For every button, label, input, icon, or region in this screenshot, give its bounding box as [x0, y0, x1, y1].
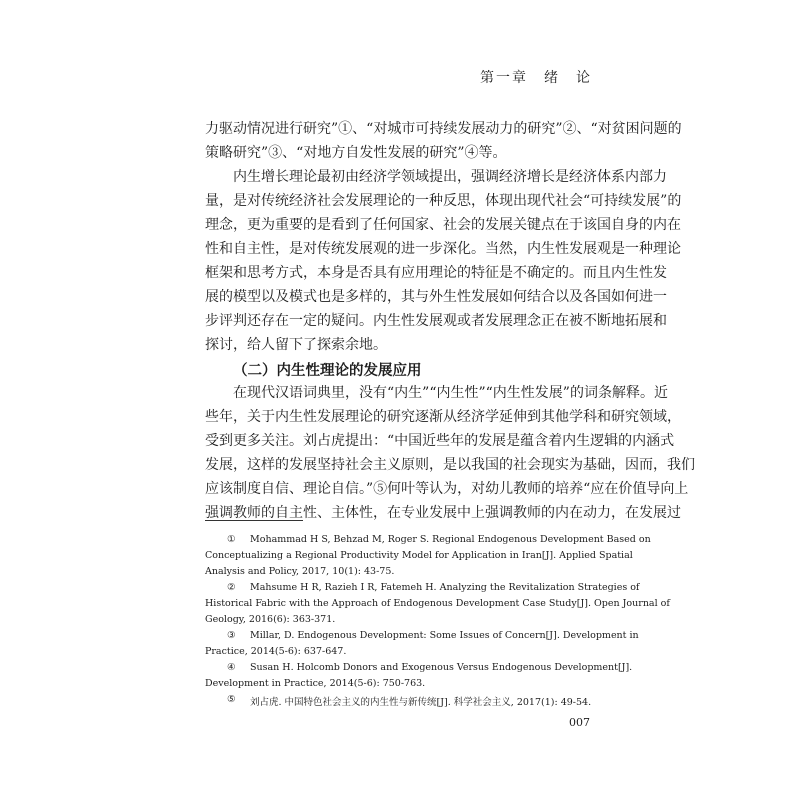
body-line: 展的模型以及模式也是多样的，其与外生性发展如何结合以及各国如何进一: [205, 289, 667, 305]
section-heading: （二）内生性理论的发展应用: [233, 363, 422, 379]
footnote-line: Geology, 2016(6): 363-371.: [205, 614, 336, 625]
body-line: 理念，更为重要的是看到了任何国家、社会的发展关键点在于该国自身的内在: [205, 217, 681, 233]
footnote-marker: ④: [227, 662, 236, 673]
body-line: 策略研究”③、“对地方自发性发展的研究”④等。: [205, 145, 507, 161]
body-line: 性和自主性，是对传统发展观的进一步深化。当然，内生性发展观是一种理论: [205, 241, 681, 257]
body-line: 应该制度自信、理论自信。”⑤何叶等认为，对幼儿教师的培养“应在价值导向上: [205, 481, 689, 497]
body-line: 量，是对传统经济社会发展理论的一种反思，体现出现代社会“可持续发展”的: [205, 193, 682, 209]
body-line: 探讨，给人留下了探索余地。: [205, 337, 387, 353]
footnote-line: Historical Fabric with the Approach of Endogenous Development Case Study[J]. Open Journal of: [205, 598, 670, 609]
footnote-line: Practice, 2014(5-6): 637-647.: [205, 646, 347, 657]
body-line: 发展，这样的发展坚持社会主义原则，是以我国的社会现实为基础，因而，我们: [205, 457, 695, 473]
footnote-marker: ③: [227, 630, 236, 641]
footnote-line: 刘占虎. 中国特色社会主义的内生性与新传统[J]. 科学社会主义, 2017(1): 49-54.: [250, 697, 592, 708]
footnote-marker: ①: [227, 534, 236, 545]
footnote-line: Analysis and Policy, 2017, 10(1): 43-75.: [205, 566, 395, 577]
footnote-line: Conceptualizing a Regional Productivity Model for Application in Iran[J]. Applied Spatial: [205, 550, 633, 561]
footnote-line: Susan H. Holcomb Donors and Exogenous Versus Endogenous Development[J].: [250, 662, 633, 673]
body-line: 步评判还存在一定的疑问。内生性发展观或者发展理念正在被不断地拓展和: [205, 313, 667, 329]
body-line: 力驱动情况进行研究”①、“对城市可持续发展动力的研究”②、“对贫困问题的: [205, 121, 682, 137]
body-line: 些年，关于内生性发展理论的研究逐渐从经济学延伸到其他学科和研究领域，: [205, 409, 681, 425]
body-line: 内生增长理论最初由经济学领域提出，强调经济增长是经济体系内部力: [233, 169, 667, 185]
footnote-marker: ②: [227, 582, 236, 593]
footnote-line: Millar, D. Endogenous Development: Some Issues of Concern[J]. Development in: [250, 630, 639, 641]
footnote-marker: ⑤: [227, 694, 236, 705]
body-line: 强调教师的自主性、主体性，在专业发展中上强调教师的内在动力，在发展过: [205, 505, 681, 521]
body-line: 框架和思考方式，本身是否具有应用理论的特征是不确定的。而且内生性发: [205, 265, 667, 281]
footnote-divider: [205, 520, 303, 521]
running-header: 第一章 绪 论: [480, 70, 592, 86]
page-number: 007: [569, 716, 590, 729]
body-line: 受到更多关注。刘占虎提出：“中国近些年的发展是蕴含着内生逻辑的内涵式: [205, 433, 675, 449]
footnote-line: Development in Practice, 2014(5-6): 750-763.: [205, 678, 426, 689]
footnote-line: Mahsume H R, Razieh I R, Fatemeh H. Analyzing the Revitalization Strategies of: [250, 582, 640, 593]
body-line: 在现代汉语词典里，没有“内生”“内生性”“内生性发展”的词条解释。近: [233, 385, 668, 401]
footnote-line: Mohammad H S, Behzad M, Roger S. Regional Endogenous Development Based on: [250, 534, 651, 545]
